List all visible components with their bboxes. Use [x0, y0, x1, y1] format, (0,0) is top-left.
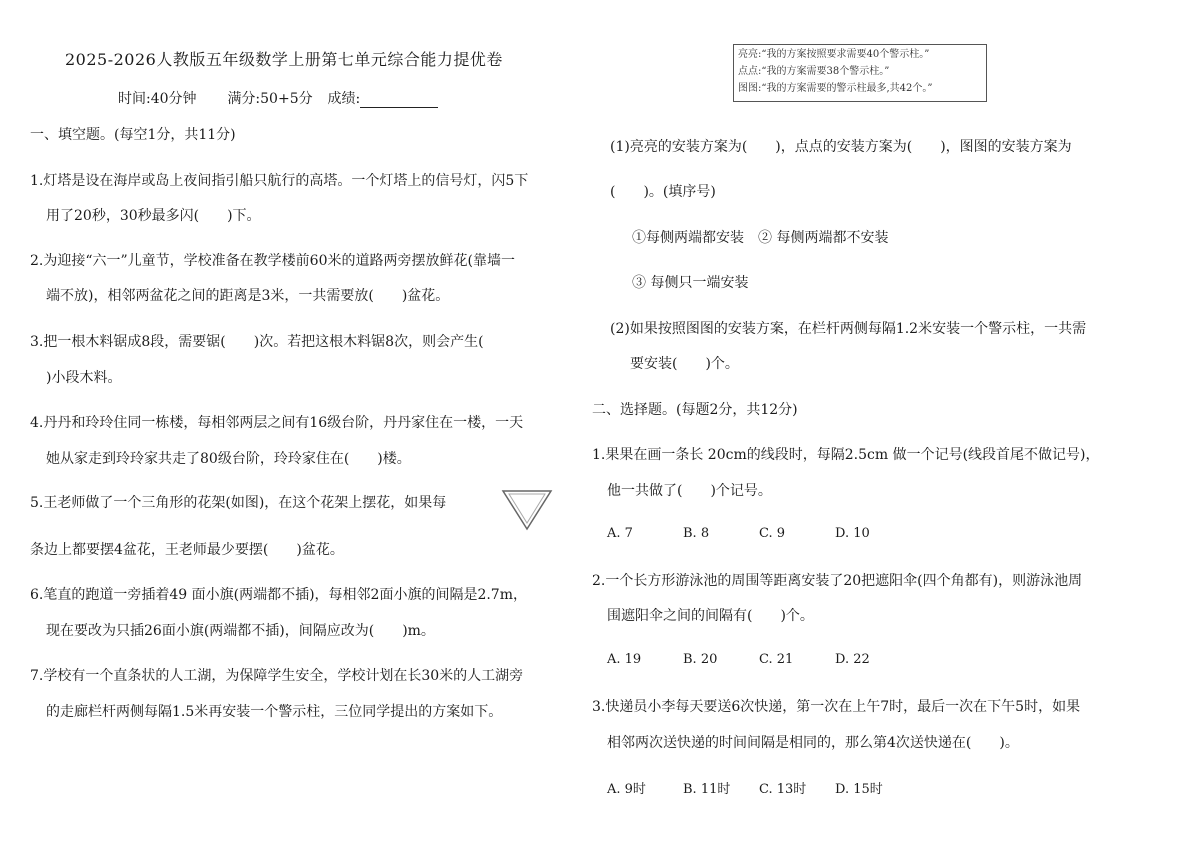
mc1-option-c[interactable]: C. 9	[759, 526, 786, 541]
q2-line2: 端不放)，相邻两盆花之间的距离是3米，一共需要放( )盆花。	[46, 288, 450, 304]
mc2-line2: 围遮阳伞之间的间隔有( )个。	[607, 608, 814, 624]
q5-line2: 条边上都要摆4盆花，王老师最少要摆( )盆花。	[30, 542, 344, 558]
plan-tutu: 图图:“我的方案需要的警示柱最多,共42个。”	[738, 83, 933, 94]
section1-heading: 一、填空题。(每空1分，共11分)	[30, 127, 236, 143]
q7-part2-line2: 要安装( )个。	[630, 356, 739, 372]
mc2-option-c[interactable]: C. 21	[759, 652, 794, 667]
mc2-option-a[interactable]: A. 19	[607, 652, 642, 667]
full-score: 满分:50+5分	[227, 91, 313, 107]
grade-blank[interactable]	[360, 93, 438, 108]
plan-liangliang: 亮亮:“我的方案按照要求需要40个警示柱。”	[738, 49, 930, 60]
q1-line1: 1.灯塔是设在海岸或岛上夜间指引船只航行的高塔。一个灯塔上的信号灯，闪5下	[30, 173, 529, 189]
q6-line2: 现在要改为只插26面小旗(两端都不插)，间隔应改为( )m。	[46, 623, 435, 639]
grade-label: 成绩:	[327, 91, 361, 107]
mc3-line1: 3.快递员小李每天要送6次快递，第一次在上午7时，最后一次在下午5时，如果	[592, 699, 1081, 715]
mc1-line2: 他一共做了( )个记号。	[607, 483, 772, 499]
q7-line1: 7.学校有一个直条状的人工湖，为保障学生安全，学校计划在长30米的人工湖旁	[30, 668, 524, 684]
q7-part1-line1: (1)亮亮的安装方案为( )，点点的安装方案为( )，图图的安装方案为	[610, 139, 1072, 155]
q2-line1: 2.为迎接“六一”儿童节，学校准备在教学楼前60米的道路两旁摆放鲜花(靠墙一	[30, 253, 515, 269]
q1-line2: 用了20秒，30秒最多闪( )下。	[46, 208, 261, 224]
q5-line1: 5.王老师做了一个三角形的花架(如图)，在这个花架上摆花，如果每	[30, 495, 447, 511]
q4-line1: 4.丹丹和玲玲住同一栋楼，每相邻两层之间有16级台阶，丹丹家住在一楼，一天	[30, 415, 524, 431]
mc1-line1: 1.果果在画一条长 20cm的线段时，每隔2.5cm 做一个记号(线段首尾不做记号)，	[592, 447, 1100, 463]
q3-line2: )小段木料。	[46, 370, 122, 386]
page-title: 2025-2026人教版五年级数学上册第七单元综合能力提优卷	[65, 50, 503, 69]
q7-option-3: ③ 每侧只一端安装	[632, 275, 749, 291]
mc1-option-a[interactable]: A. 7	[607, 526, 633, 541]
q3-line1: 3.把一根木料锯成8段，需要锯( )次。若把这根木料锯8次，则会产生(	[30, 334, 484, 350]
mc3-option-a[interactable]: A. 9时	[607, 782, 646, 797]
mc2-option-d[interactable]: D. 22	[835, 652, 870, 667]
triangle-flower-stand-figure	[500, 488, 554, 532]
student-plans-box	[733, 44, 987, 102]
mc3-line2: 相邻两次送快递的时间间隔是相同的，那么第4次送快递在( )。	[607, 735, 1019, 751]
q7-options-1-2: ①每侧两端都安装 ② 每侧两端都不安装	[632, 230, 889, 246]
time-limit: 时间:40分钟	[118, 91, 197, 107]
mc3-option-b[interactable]: B. 11时	[683, 782, 731, 797]
q7-part2-line1: (2)如果按照图图的安装方案，在栏杆两侧每隔1.2米安装一个警示柱，一共需	[610, 321, 1087, 337]
mc1-option-d[interactable]: D. 10	[835, 526, 870, 541]
exam-info	[118, 88, 438, 108]
q4-line2: 她从家走到玲玲家共走了80级台阶，玲玲家住在( )楼。	[46, 451, 411, 467]
q6-line1: 6.笔直的跑道一旁插着49 面小旗(两端都不插)，每相邻2面小旗的间隔是2.7m，	[30, 587, 527, 603]
section2-heading: 二、选择题。(每题2分，共12分)	[592, 402, 798, 418]
q7-part1-line2: ( )。(填序号)	[610, 184, 716, 200]
mc2-line1: 2.一个长方形游泳池的周围等距离安装了20把遮阳伞(四个角都有)，则游泳池周	[592, 573, 1083, 589]
plan-diandian: 点点:“我的方案需要38个警示柱。”	[738, 66, 890, 77]
mc3-option-c[interactable]: C. 13时	[759, 782, 807, 797]
mc1-option-b[interactable]: B. 8	[683, 526, 710, 541]
q7-line2: 的走廊栏杆两侧每隔1.5米再安装一个警示柱，三位同学提出的方案如下。	[46, 704, 503, 720]
mc2-option-b[interactable]: B. 20	[683, 652, 718, 667]
mc3-option-d[interactable]: D. 15时	[835, 782, 883, 797]
